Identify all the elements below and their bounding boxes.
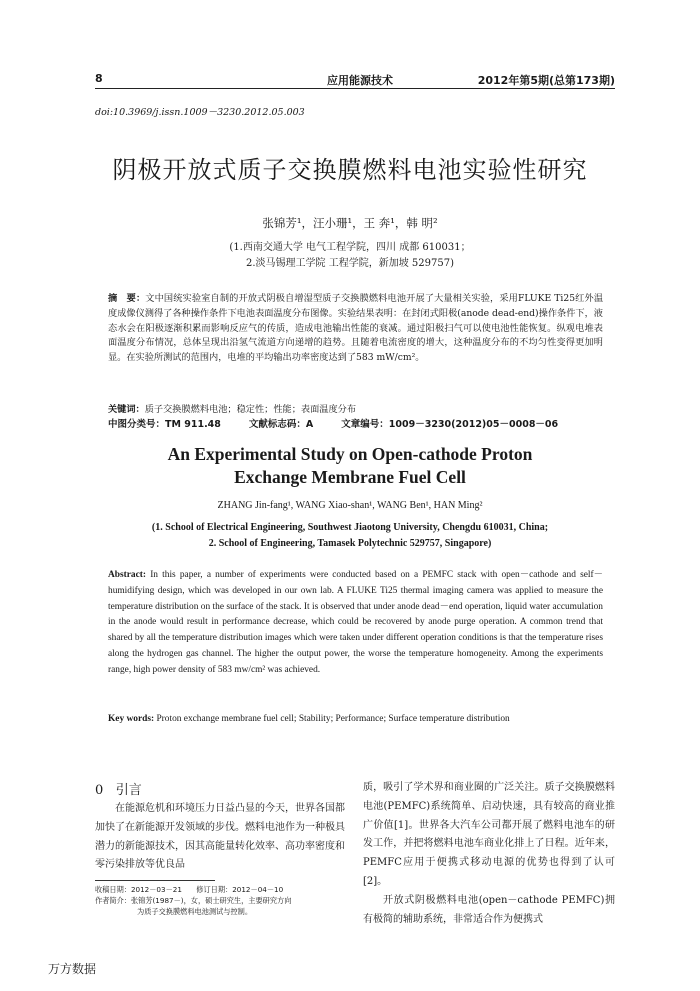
watermark: 万方数据: [48, 962, 97, 976]
affiliations-english: [0, 520, 700, 552]
abstract-english: [108, 568, 603, 679]
authors-english: ZHANG Jin-fang¹, WANG Xiao-shan¹, WANG Ben¹, HAN Ming²: [217, 500, 483, 511]
journal-name: 应用能源技术: [327, 74, 393, 87]
title-english: An Experimental Study on Open-cathode Proton Exchange Membrane Fuel Cell: [167, 444, 533, 487]
affiliation-line: (1. School of Electrical Engineering, Southwest Jiaotong University, Chengdu 610031, China;: [151, 522, 549, 533]
author-bio: 作者简介：张锦芳(1987－)，女，硕士研究生，主要研究方向: [95, 896, 292, 905]
page-number: 8: [95, 72, 103, 85]
keywords-label: 关键词：: [108, 404, 145, 415]
affiliations-chinese: [0, 240, 700, 272]
body-right-column: [363, 779, 615, 929]
affiliation-line: (1.西南交通大学 电气工程学院，四川 成都 610031；: [229, 242, 471, 253]
authors-chinese: 张锦芳¹，汪小珊¹，王 奔¹，韩 明²: [262, 216, 438, 230]
paragraph: 质，吸引了学术界和商业圈的广泛关注。质子交换膜燃料电池(PEMFC)系统简单、启动快速，具有较高的商业推广价值[1]。世界各大汽车公司都开展了燃料电池车的研发工作，并把将燃料电池车商业化排上了日程。近年来，PEMFC应用于便携式移动电源的优势也得到了认可[2]。: [363, 782, 615, 887]
received-dates: 收稿日期：2012－03－21 修订日期：2012－04－10: [95, 885, 284, 894]
section-heading: [95, 779, 142, 798]
keywords-chinese: [108, 401, 603, 415]
abstract-chinese: [108, 292, 603, 366]
paragraph: 开放式阴极燃料电池(open－cathode PEMFC)拥有极简的辅助系统，非常适合作为便携式: [363, 894, 615, 925]
affiliation-line: 2.淡马锡理工学院 工程学院，新加坡 529757): [246, 258, 454, 269]
title-chinese: 阴极开放式质子交换膜燃料电池实验性研究: [112, 156, 588, 184]
section-title: 引言: [115, 783, 142, 798]
abstract-text: 文中国统实验室自制的开放式阴极自增湿型质子交换膜燃料电池开展了大量相关实验，采用FLUKE Ti25红外温度成像仪测得了各种操作条件下电池表面温度分布图像。实验结果表明：在封闭式阳极(anode dead-end)操作条件下，液态水会在阳极逐渐积累而影响反应气的传质，造成电池输出性能的衰减。通过阳极扫气可以使电池性能恢复。纵观电堆表面温度分布情况，总体呈现出沿氢气流道方向递增的趋势。且随着电流密度的增大，这种温度分布的不均匀性变得更加明显。在实验所测试的范围内，电堆的平均输出功率密度达到了583 mW/cm²。: [108, 293, 604, 364]
keywords-english: [108, 712, 603, 728]
document-code: 文献标志码：A: [248, 419, 314, 430]
abstract-label: 摘 要：: [108, 293, 146, 304]
abstract-label: Abstract:: [108, 570, 147, 580]
classification-line: [108, 416, 603, 430]
footnote: [95, 884, 355, 917]
footnote-rule: [95, 880, 215, 881]
header-rule: [95, 88, 615, 89]
keywords-text: 质子交换膜燃料电池；稳定性；性能；表面温度分布: [144, 404, 357, 415]
running-header: [95, 70, 615, 90]
clc-number: 中图分类号：TM 911.48: [108, 419, 221, 430]
article-number: 文章编号：1009－3230(2012)05－0008－06: [341, 419, 559, 430]
body-left-column: 在能源危机和环境压力日益凸显的今天，世界各国都加快了在新能源开发领域的步伐。燃料电池作为一种极具潜力的新能源技术，因其高能量转化效率、高功率密度和零污染排放等优良品: [95, 803, 345, 871]
section-number: 0: [95, 783, 104, 798]
issue-info: 2012年第5期(总第173期): [477, 74, 615, 87]
abstract-text: In this paper, a number of experiments were conducted based on a PEMFC stack with open－cathode and self－humidifying design, which was developed in our own lab. A FLUKE Ti25 thermal imaging camera was applied to measure the temperature distribution on the surface of the stack. It is observed that under anode dead－end operation, liquid water accumulation in the anode would result in performance decrease, which could be recovered by anode purge operation. A common trend that shared by all the temperature distribution images which were taken under different operation conditions is that the temperature rises along the hydrogen gas channel. The higher the output power, the worse the temperature homogeneity. Among the experiments range, high power density of 583 mw/cm² was achieved.: [108, 570, 604, 675]
keywords-label: Key words:: [108, 714, 155, 724]
keywords-text: Proton exchange membrane fuel cell; Stability; Performance; Surface temperature distribution: [156, 714, 510, 724]
author-bio-cont: 为质子交换膜燃料电池测试与控制。: [137, 907, 253, 916]
doi: doi:10.3969/j.issn.1009－3230.2012.05.003: [95, 107, 305, 118]
affiliation-line: 2. School of Engineering, Tamasek Polytechnic 529757, Singapore): [208, 538, 492, 549]
